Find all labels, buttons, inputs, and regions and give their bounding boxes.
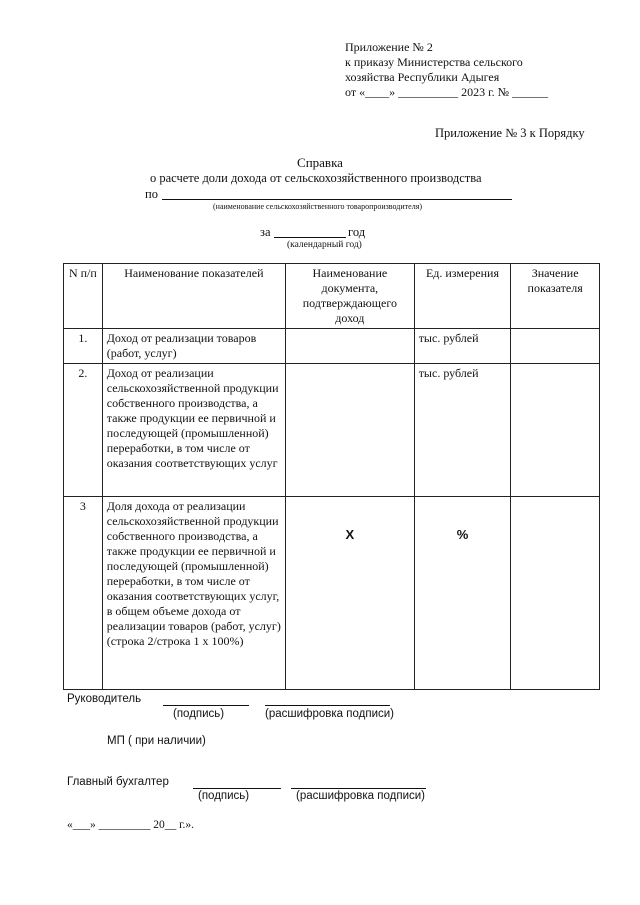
row-value: [511, 364, 600, 497]
row-num: 1.: [64, 329, 103, 364]
row-name: Доход от реализации сельскохозяйственной продукции собственного производства, а также продукции ее первичной и последующей (промышленной) переработки, в том числе от оказания соответствующих услуг: [102, 364, 285, 497]
row-doc: X: [286, 497, 415, 690]
head-decode-line: [265, 705, 390, 706]
head-decode-caption: (расшифровка подписи): [265, 708, 394, 720]
col-header-unit: Ед. измерения: [414, 264, 511, 329]
producer-name-line: [162, 199, 512, 200]
year-caption: (календарный год): [287, 240, 362, 250]
producer-caption: (наименование сельскохозяйственного товаропроизводителя): [213, 202, 423, 211]
row-name: Доход от реализации товаров (работ, услуг): [102, 329, 285, 364]
annex-line-2: к приказу Министерства сельского: [345, 55, 523, 69]
table-row: [64, 329, 600, 364]
accountant-sign-line: [193, 788, 281, 789]
annex-block: [345, 40, 548, 100]
row-unit: тыс. рублей: [414, 364, 511, 497]
col-header-num: N п/п: [64, 264, 103, 329]
row-value: [511, 497, 600, 690]
indicator-table: [63, 263, 600, 690]
table-row: [64, 364, 600, 497]
head-label: Руководитель: [67, 693, 142, 705]
accountant-decode-line: [291, 788, 426, 789]
row-doc: [286, 364, 415, 497]
row-name: Доля дохода от реализации сельскохозяйственной продукции собственного производства, а также продукции ее первичной и последующей (промышленной) переработки, в том числе от оказания соответствующих услуг, в общем объеме дохода от реализации товаров (работ, услуг): [106, 499, 281, 633]
mp-label: МП ( при наличии): [107, 735, 206, 747]
table-header-row: [64, 264, 600, 329]
row-formula: (строка 2/строка 1 х 100%): [106, 634, 244, 648]
row-num: 3: [64, 497, 103, 690]
row-unit: тыс. рублей: [414, 329, 511, 364]
accountant-label: Главный бухгалтер: [67, 776, 169, 788]
document-title: Справка: [297, 155, 343, 170]
za-label: за: [260, 225, 271, 239]
annex-line-4: от «____» __________ 2023 г. № ______: [345, 85, 549, 99]
god-label: год: [348, 225, 366, 239]
col-header-doc: Наименование документа, подтверждающего доход: [286, 264, 415, 329]
row-name-cell: [102, 497, 285, 690]
col-header-name: Наименование показателей: [102, 264, 285, 329]
head-sign-caption: (подпись): [173, 708, 225, 720]
accountant-decode-caption: (расшифровка подписи): [296, 790, 425, 802]
row-num: 2.: [64, 364, 103, 497]
row-doc: [286, 329, 415, 364]
annex-line-3: хозяйства Республики Адыгея: [345, 70, 500, 84]
table-row: [64, 497, 600, 690]
year-line: [274, 237, 346, 238]
col-header-value: Значение показателя: [511, 264, 600, 329]
date-line: «___» _________ 20__ г.».: [67, 819, 195, 831]
document-subtitle: о расчете доли дохода от сельскохозяйственного производства: [150, 171, 482, 185]
po-label: по: [145, 187, 158, 201]
head-sign-line: [163, 705, 249, 706]
annex-order-heading: Приложение № 3 к Порядку: [435, 126, 585, 140]
row-unit: %: [414, 497, 511, 690]
accountant-sign-caption: (подпись): [198, 790, 250, 802]
row-value: [511, 329, 600, 364]
annex-line-1: Приложение № 2: [345, 40, 433, 54]
